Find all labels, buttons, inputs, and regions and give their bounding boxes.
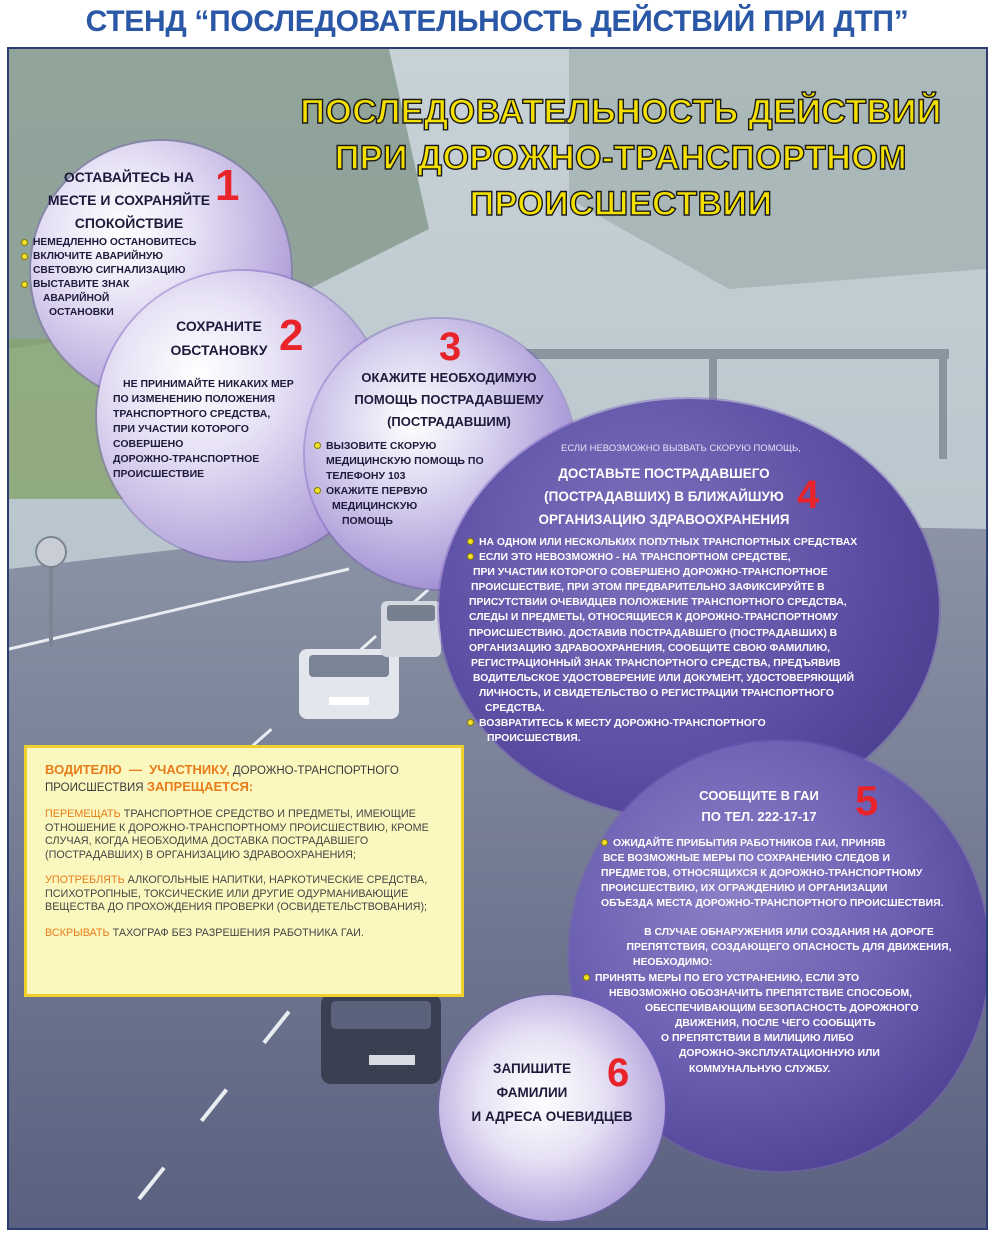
warning-box [24,745,464,997]
step-4-bullets [467,535,927,746]
warning-heading-text: ПРОИСШЕСТВИЯ [45,782,144,794]
road-sign [36,537,66,567]
list-item-line: НЕМЕДЛЕННО ОСТАНОВИТЕСЬ [33,237,197,248]
list-item-line: ПРИНЯТЬ МЕРЫ ПО ЕГО УСТРАНЕНИЮ, ЕСЛИ ЭТО [595,973,860,984]
poster-title-line: ПРОИСШЕСТВИИ [469,185,773,223]
list-item-line: ВЫСТАВИТЕ ЗНАК [33,279,130,290]
bullet-icon [467,719,474,726]
step-1-title-line: СПОКОЙСТВИЕ [74,215,184,231]
warning-heading-forbidden: ЗАПРЕЩАЕТСЯ: [146,779,254,794]
text-line: ПРОИСШЕСТВИЕ [113,468,205,480]
list-item-line: ПРОИСШЕСТВИЮ, ИХ ОГРАЖДЕНИЮ И ОРГАНИЗАЦИИ [601,883,888,895]
bullet-icon [467,538,474,545]
list-item [467,550,927,716]
list-item-line: РЕГИСТРАЦИОННЫЙ ЗНАК ТРАНСПОРТНОГО СРЕДСТВА, ПРЕДЪЯВИВ [471,657,841,669]
step-4-title [529,462,799,531]
step-4-title-line: ОРГАНИЗАЦИЮ ЗДРАВООХРАНЕНИЯ [538,512,790,527]
list-item-line: КОММУНАЛЬНУЮ СЛУЖБУ. [689,1063,831,1075]
list-item-line: ОРГАНИЗАЦИЮ ЗДРАВООХРАНЕНИЯ, СООБЩИТЕ СВОЮ ФАМИЛИЮ, [469,642,831,654]
text-line: ПО ИЗМЕНЕНИЮ ПОЛОЖЕНИЯ [113,393,275,405]
warning-item-keyword: УПОТРЕБЛЯТЬ [45,874,125,886]
step-1-title-line: МЕСТЕ И СОХРАНЯЙТЕ [47,192,211,208]
poster-title-line: ПОСЛЕДОВАТЕЛЬНОСТЬ ДЕЙСТВИЙ [300,93,942,131]
warning-item [45,808,445,862]
list-item [467,535,927,550]
list-item-line: ПРОИСШЕСТВИЕ, ПРИ ЭТОМ ПРЕДВАРИТЕЛЬНО ЗАФИКСИРУЙТЕ В [471,582,825,594]
warning-item [45,874,445,915]
list-item-line: НА ОДНОМ ИЛИ НЕСКОЛЬКИХ ПОПУТНЫХ ТРАНСПОРТНЫХ СРЕДСТВАХ [479,537,858,548]
step-2-title-line: СОХРАНИТЕ [176,318,262,334]
bullet-icon [21,281,28,288]
step-2-text [113,377,333,482]
list-item-line: ОБЕСПЕЧИВАЮЩИМ БЕЗОПАСНОСТЬ ДОРОЖНОГО [645,1003,919,1015]
list-item-line: ДОРОЖНО-ЭКСПЛУАТАЦИОННУЮ ИЛИ [679,1048,880,1060]
bullet-icon [21,253,28,260]
list-item-line: ПРИ УЧАСТИИ КОТОРОГО СОВЕРШЕНО ДОРОЖНО-ТРАНСПОРТНОЕ [473,567,828,579]
step-6-title-line: И АДРЕСА ОЧЕВИДЦЕВ [471,1109,633,1124]
bullet-icon [467,553,474,560]
warning-item-text: ТРАНСПОРТНОЕ СРЕДСТВО И ПРЕДМЕТЫ, ИМЕЮЩИЕ ОТНОШЕНИЕ К ДОРОЖНО-ТРАНСПОРТНОМУ ПРОИСШЕСТВИЮ, КРОМЕ СЛУЧАЯ, КОГДА НЕОБХОДИМА ДОСТАВКА ПОСТРАДАВШЕГО (ПОСТРАДАВШИХ) В ОРГАНИЗАЦИЮ ЗДРАВООХРАНЕНИЯ; [45,808,429,861]
list-item-line: ВКЛЮЧИТЕ АВАРИЙНУЮ [33,251,164,262]
list-item-line: НЕВОЗМОЖНО ОБОЗНАЧИТЬ ПРЕПЯТСТВИЕ СПОСОБОМ, [609,988,913,1000]
text-line: ПРИ УЧАСТИИ КОТОРОГО [113,423,249,435]
list-item-line: ПОМОЩЬ [342,515,393,527]
warning-item-text: ТАХОГРАФ БЕЗ РАЗРЕШЕНИЯ РАБОТНИКА ГАИ. [109,926,364,939]
poster-title [271,89,971,227]
step-4-title-line: (ПОСТРАДАВШИХ) В БЛИЖАЙШУЮ [544,489,784,504]
car-2 [381,601,441,657]
list-item-line: ОКАЖИТЕ ПЕРВУЮ [326,485,428,497]
page-title: СТЕНД “ПОСЛЕДОВАТЕЛЬНОСТЬ ДЕЙСТВИЙ ПРИ ДТП” [85,5,909,38]
list-item-line: ПРОИСШЕСТВИЮ. ДОСТАВИВ ПОСТРАДАВШЕГО (ПОСТРАДАВШИХ) В [469,627,838,639]
step-4-note: ЕСЛИ НЕВОЗМОЖНО ВЫЗВАТЬ СКОРУЮ ПОМОЩЬ, [561,443,801,454]
warning-heading-text: ДОРОЖНО-ТРАНСПОРТНОГО [232,765,399,777]
text-line: НЕОБХОДИМО: [633,957,713,968]
list-item-line: СЛЕДЫ И ПРЕДМЕТЫ, ОТНОСЯЩИЕСЯ К ДОРОЖНО-ТРАНСПОРТНОМУ [469,612,838,624]
list-item-line: СРЕДСТВА. [485,703,545,715]
step-5-title-line: ПО ТЕЛ. 222-17-17 [701,809,817,824]
step-1-title [39,166,219,235]
list-item-line: О ПРЕПЯТСТВИИ В МИЛИЦИЮ ЛИБО [661,1033,854,1045]
bullet-icon [314,442,321,449]
step-2-title-line: ОБСТАНОВКУ [170,342,268,358]
step-3-title-line: (ПОСТРАДАВШИМ) [387,414,511,429]
list-item-line: ОЖИДАЙТЕ ПРИБЫТИЯ РАБОТНИКОВ ГАИ, ПРИНЯВ [613,838,886,849]
car-3 [321,994,441,1084]
step-6-title [457,1057,647,1129]
list-item [601,836,981,911]
warning-heading-participant: УЧАСТНИКУ, [149,762,230,777]
list-item-line: ЛИЧНОСТЬ, И СВИДЕТЕЛЬСТВО О РЕГИСТРАЦИИ ТРАНСПОРТНОГО [479,687,834,699]
text-line: В СЛУЧАЕ ОБНАРУЖЕНИЯ ИЛИ СОЗДАНИЯ НА ДОРОГЕ [644,927,934,938]
list-item-line: МЕДИЦИНСКУЮ [332,500,418,512]
list-item-line: АВАРИЙНОЙ [43,293,110,304]
step-6-number: 6 [607,1051,630,1095]
warning-heading-dash: — [128,762,142,777]
list-item-line: ДВИЖЕНИЯ, ПОСЛЕ ЧЕГО СООБЩИТЬ [675,1018,876,1030]
poster [7,47,988,1230]
step-5-number: 5 [855,777,879,824]
list-item-line: ОБЪЕЗДА МЕСТА ДОРОЖНО-ТРАНСПОРТНОГО ПРОИСШЕСТВИЯ. [601,898,944,910]
warning-item [45,927,445,941]
list-item [21,236,231,250]
step-5-bullets [601,836,981,911]
bullet-icon [21,239,28,246]
list-item-line: ТЕЛЕФОНУ 103 [326,470,406,482]
list-item-line: ПРЕДМЕТОВ, ОТНОСЯЩИХСЯ К ДОРОЖНО-ТРАНСПОРТНОМУ [601,868,923,880]
step-3-number: 3 [439,325,462,369]
step-3-title [339,367,559,433]
text-line: ПРЕПЯТСТВИЯ, СОЗДАЮЩЕГО ОПАСНОСТЬ ДЛЯ ДВИЖЕНИЯ, [626,942,952,953]
text-line: ТРАНСПОРТНОГО СРЕДСТВА, [113,408,271,420]
step-5-title [669,785,849,827]
step-3-title-line: ОКАЖИТЕ НЕОБХОДИМУЮ [361,370,537,385]
text-line: СОВЕРШЕНО [113,438,184,450]
step-4-title-line: ДОСТАВЬТЕ ПОСТРАДАВШЕГО [558,466,770,481]
list-item-line: ВСЕ ВОЗМОЖНЫЕ МЕРЫ ПО СОХРАНЕНИЮ СЛЕДОВ И [603,853,890,865]
warning-heading-driver: ВОДИТЕЛЮ [45,762,122,777]
list-item-line: ВЫЗОВИТЕ СКОРУЮ [326,440,437,452]
step-2-number: 2 [279,311,304,360]
list-item [467,716,927,746]
text-line: ДОРОЖНО-ТРАНСПОРТНОЕ [113,453,260,465]
bullet-icon [601,839,608,846]
list-item-line: ВОДИТЕЛЬСКОЕ УДОСТОВЕРЕНИЕ ИЛИ ДОКУМЕНТ, УДОСТОВЕРЯЮЩИЙ [473,672,854,684]
list-item [314,439,514,484]
list-item-line: ВОЗВРАТИТЕСЬ К МЕСТУ ДОРОЖНО-ТРАНСПОРТНОГО [479,718,766,730]
bullet-icon [583,974,590,981]
warning-item-keyword: ПЕРЕМЕЩАТЬ [45,808,121,820]
list-item-line: ПРОИСШЕСТВИЯ. [487,733,581,745]
list-item-line: ПРИСУТСТВИИ ОЧЕВИДЦЕВ ПОЛОЖЕНИЕ ТРАНСПОРТНОГО СРЕДСТВА, [469,597,847,609]
warning-item-text: АЛКОГОЛЬНЫЕ НАПИТКИ, НАРКОТИЧЕСКИЕ СРЕДСТВА, ПСИХОТРОПНЫЕ, ТОКСИЧЕСКИЕ ИЛИ ДРУГИЕ ОДУРМАНИВАЮЩИЕ ВЕЩЕСТВА ДО ПРОХОЖДЕНИЯ ПРОВЕРКИ (ОСВИДЕТЕЛЬСТВОВАНИЯ); [45,874,428,913]
warning-heading [45,762,445,796]
step-6-title-line: ФАМИЛИИ [496,1085,568,1100]
step-5-text [599,925,979,970]
step-5-title-line: СООБЩИТЕ В ГАИ [699,788,819,803]
step-1-number: 1 [215,161,240,210]
step-2-title [149,314,289,362]
poster-title-line: ПРИ ДОРОЖНО-ТРАНСПОРТНОМ [334,139,908,177]
list-item-line: ОСТАНОВКИ [49,307,114,318]
list-item [21,250,231,278]
step-3-title-line: ПОМОЩЬ ПОСТРАДАВШЕМУ [354,392,544,407]
step-4-number: 4 [797,473,820,517]
warning-item-keyword: ВСКРЫВАТЬ [45,926,110,939]
bullet-icon [314,487,321,494]
list-item-line: ЕСЛИ ЭТО НЕВОЗМОЖНО - НА ТРАНСПОРТНОМ СРЕДСТВЕ, [479,552,791,564]
step-1-title-line: ОСТАВАЙТЕСЬ НА [63,169,195,185]
step-6-title-line: ЗАПИШИТЕ [493,1061,571,1076]
text-line: НЕ ПРИНИМАЙТЕ НИКАКИХ МЕР [123,378,294,390]
list-item-line: СВЕТОВУЮ СИГНАЛИЗАЦИЮ [33,265,186,276]
list-item-line: МЕДИЦИНСКУЮ ПОМОЩЬ ПО [326,455,484,467]
car-1 [299,649,399,719]
